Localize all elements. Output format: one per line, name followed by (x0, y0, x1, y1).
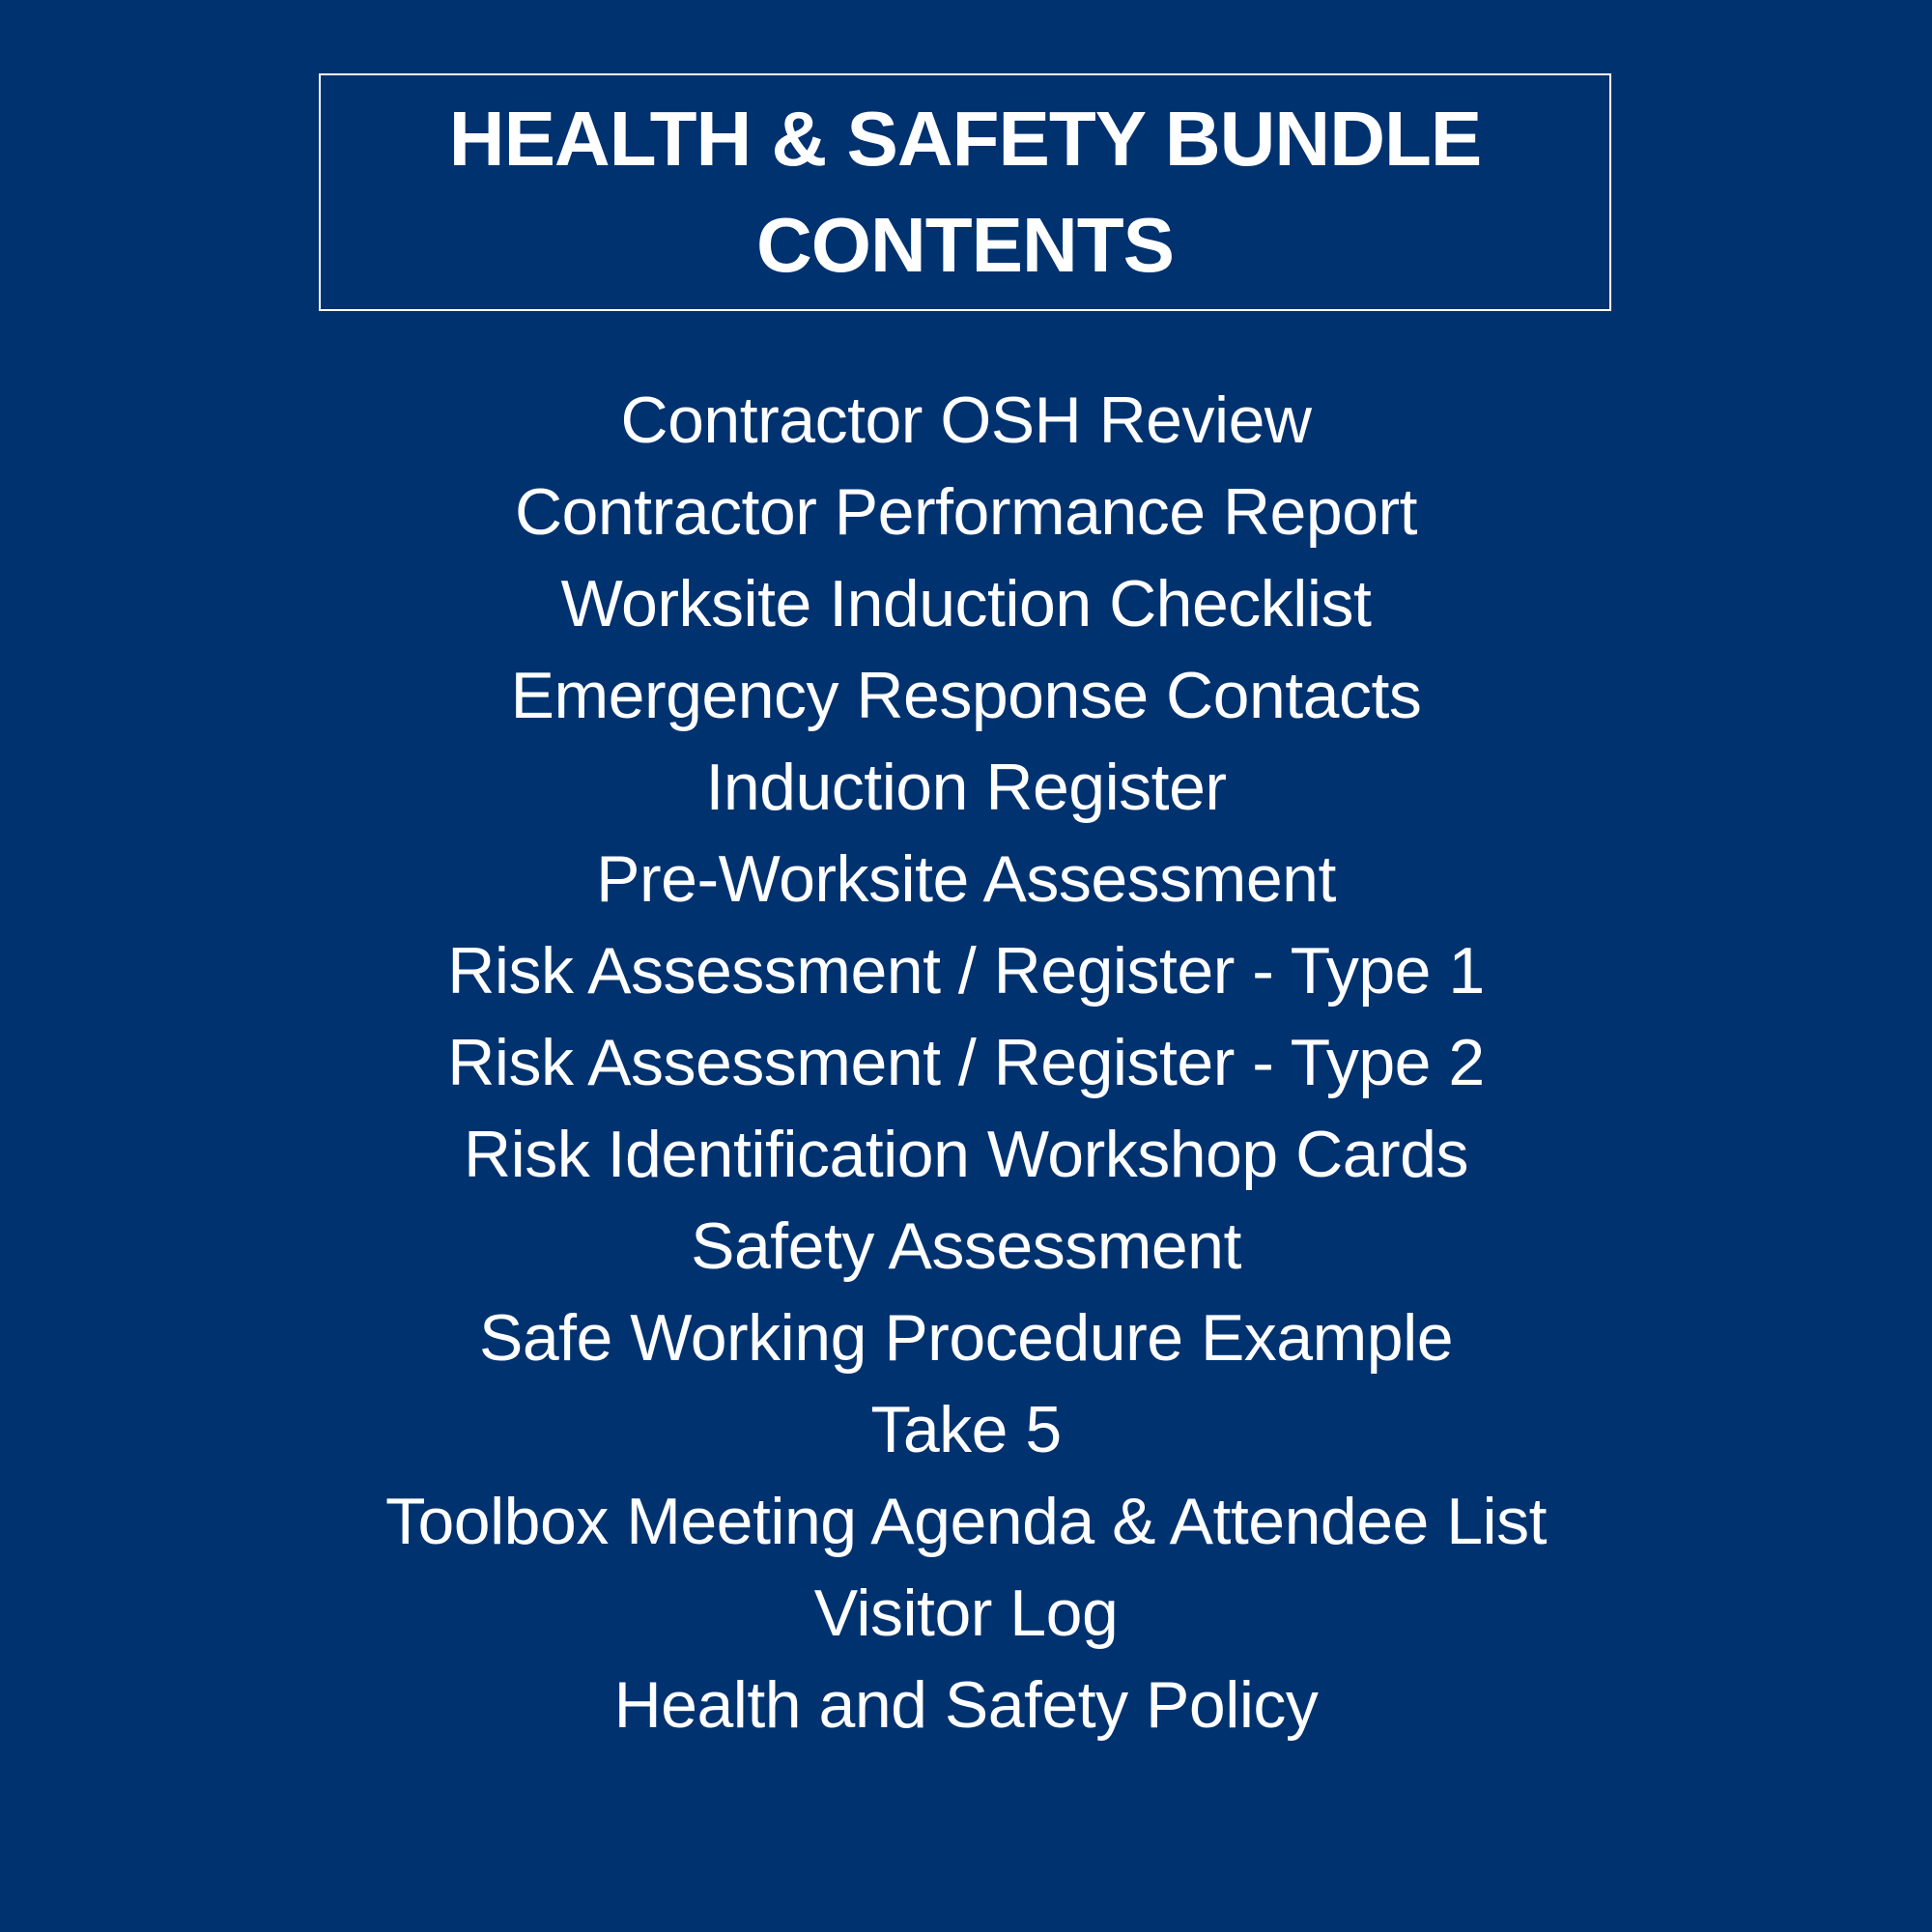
contents-item-pre-worksite-assessment: Pre-Worksite Assessment (596, 842, 1336, 916)
contents-item-toolbox-meeting: Toolbox Meeting Agenda & Attendee List (384, 1485, 1548, 1558)
contents-item-take-5: Take 5 (870, 1393, 1062, 1466)
contents-item-contractor-performance-report: Contractor Performance Report (514, 475, 1418, 549)
contents-item-risk-identification-cards: Risk Identification Workshop Cards (464, 1118, 1468, 1191)
contents-item-emergency-response-contacts: Emergency Response Contacts (510, 659, 1422, 732)
contents-item-contractor-osh-review: Contractor OSH Review (620, 384, 1312, 457)
contents-item-induction-register: Induction Register (705, 751, 1227, 824)
contents-item-health-safety-policy: Health and Safety Policy (613, 1668, 1319, 1742)
contents-item-safety-assessment: Safety Assessment (691, 1209, 1241, 1283)
contents-list (0, 375, 1932, 1751)
contents-item-safe-working-procedure: Safe Working Procedure Example (478, 1301, 1454, 1375)
page-title-line-2: CONTENTS (756, 202, 1174, 288)
contents-item-visitor-log: Visitor Log (813, 1577, 1119, 1650)
contents-item-risk-assessment-type-2: Risk Assessment / Register - Type 2 (447, 1026, 1485, 1099)
contents-item-risk-assessment-type-1: Risk Assessment / Register - Type 1 (447, 934, 1485, 1008)
contents-item-worksite-induction-checklist: Worksite Induction Checklist (560, 567, 1372, 640)
title-box (319, 73, 1611, 311)
page-title-line-1: HEALTH & SAFETY BUNDLE (448, 96, 1482, 182)
